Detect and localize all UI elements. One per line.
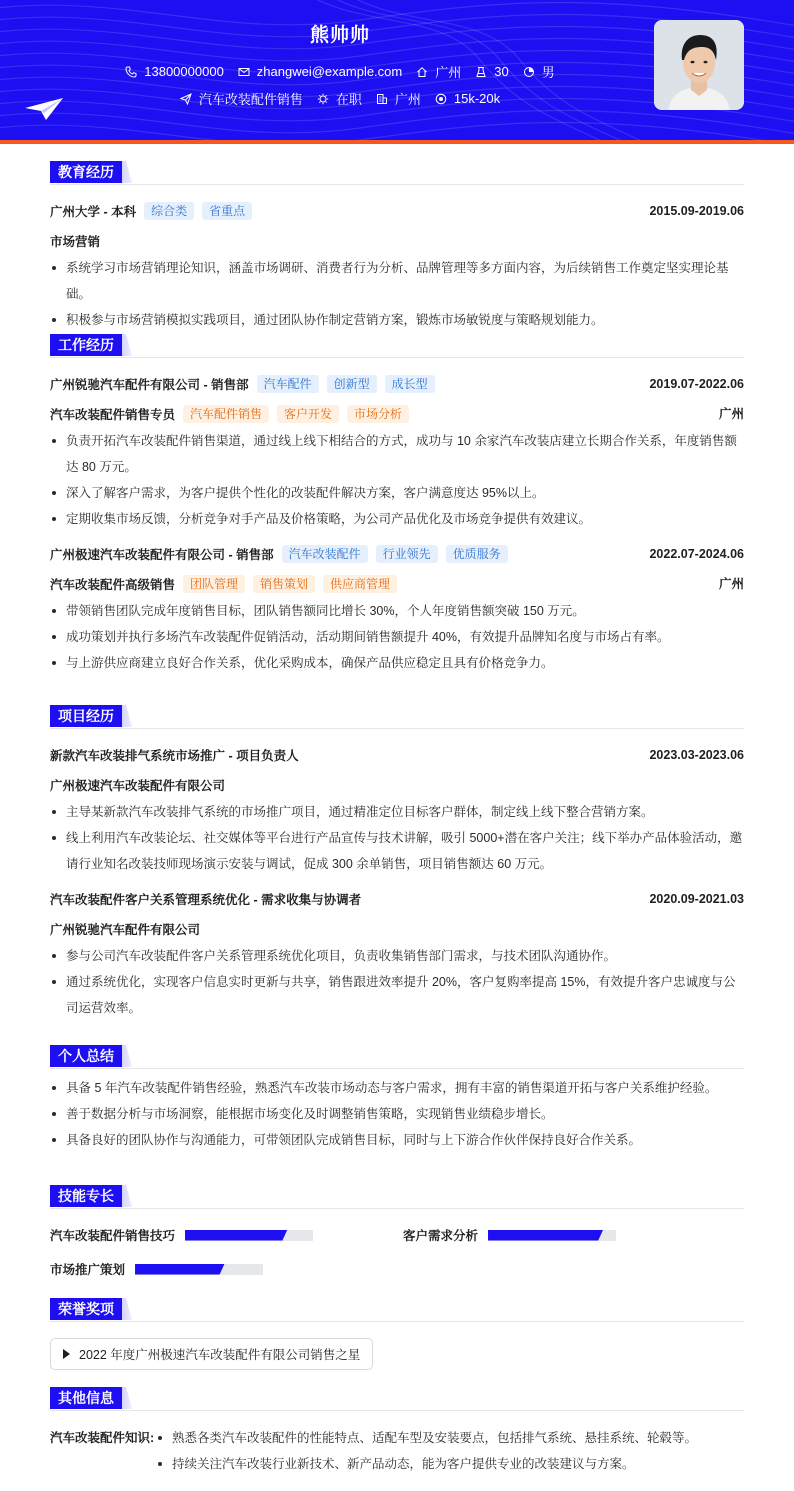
list-item: 成功策划并执行多场汽车改装配件促销活动，活动期间销售额提升 40%，有效提升品牌知名度与市场占有率。 (50, 624, 744, 650)
skill-item (50, 1226, 313, 1244)
job-position-row (50, 574, 744, 594)
job-position-row (50, 404, 744, 424)
age-icon (475, 66, 487, 78)
project-company-row (50, 775, 744, 795)
work-section (50, 334, 744, 676)
list-item: 通过系统优化，实现客户信息实时更新与共享，销售跟进效率提升 20%，客户复购率提高 15%，有效提升客户忠诚度与公司运营效率。 (50, 969, 744, 1021)
work-section-header (50, 334, 744, 358)
company-name: 广州锐驰汽车配件有限公司 - 销售部 (50, 378, 249, 392)
summary-section-title: 个人总结 (50, 1045, 122, 1067)
other-section-title: 其他信息 (50, 1387, 122, 1409)
award-item (50, 1338, 373, 1370)
education-section (50, 161, 744, 333)
skill-item (50, 1260, 263, 1278)
education-bullets (50, 255, 744, 333)
skill-name: 客户需求分析 (403, 1229, 479, 1243)
other-section-header (50, 1387, 744, 1411)
project-name: 汽车改装配件客户关系管理系统优化 - 需求收集与协调者 (50, 893, 362, 907)
summary-section-header (50, 1045, 744, 1069)
project-name-row (50, 889, 744, 909)
award-text: 2022 年度广州极速汽车改装配件有限公司销售之星 (79, 1348, 361, 1362)
phone-item (125, 64, 224, 79)
job-intent-row (0, 89, 680, 108)
list-item: 熟悉各类汽车改装配件的性能特点、适配车型及安装要点，包括排气系统、悬挂系统、轮毂等。 (156, 1425, 744, 1451)
skill-name: 汽车改装配件销售技巧 (50, 1229, 176, 1243)
projects-section-header (50, 705, 744, 729)
profile-photo (654, 20, 744, 110)
contact-row (0, 62, 680, 81)
company-tag: 成长型 (385, 375, 435, 393)
list-item: 深入了解客户需求，为客户提供个性化的改装配件解决方案，客户满意度达 95%以上。 (50, 480, 744, 506)
project-date: 2023.03-2023.06 (649, 748, 744, 762)
skill-bar (488, 1230, 616, 1241)
company-tag: 优质服务 (446, 545, 508, 563)
paper-plane-icon (24, 96, 64, 122)
major-name: 市场营销 (50, 235, 101, 249)
salary-item (435, 91, 500, 106)
project-company: 广州锐驰汽车配件有限公司 (50, 923, 201, 937)
education-major-row (50, 231, 744, 251)
skills-section (50, 1185, 744, 1285)
project-name: 新款汽车改装排气系统市场推广 - 项目负责人 (50, 749, 299, 763)
skills-section-title: 技能专长 (50, 1185, 122, 1207)
job-bullets (50, 428, 744, 532)
list-item: 与上游供应商建立良好合作关系，优化采购成本，确保产品供应稳定且具有价格竞争力。 (50, 650, 744, 676)
list-item: 线上利用汽车改装论坛、社交媒体等平台进行产品宣传与技术讲解，吸引 5000+潜在客户关注；线下举办产品体验活动，邀请行业知名改装技师现场演示安装与调试，促成 300 余单销售，项目销售额达 60 万元。 (50, 825, 744, 877)
list-item: 带领销售团队完成年度销售目标，团队销售额同比增长 30%，个人年度销售额突破 150 万元。 (50, 598, 744, 624)
education-date: 2015.09-2019.06 (649, 204, 744, 218)
project-date: 2020.09-2021.03 (649, 892, 744, 906)
list-item: 定期收集市场反馈，分析竞争对手产品及价格策略，为公司产品优化及市场竞争提供有效建议。 (50, 506, 744, 532)
awards-section-title: 荣誉奖项 (50, 1298, 122, 1320)
list-item: 积极参与市场营销模拟实践项目，通过团队协作制定营销方案，锻炼市场敏锐度与策略规划能力。 (50, 307, 744, 333)
job-company-row (50, 374, 744, 394)
resume-header (0, 0, 794, 140)
education-school-row (50, 201, 744, 221)
position-name: 汽车改装配件销售专员 (50, 408, 176, 422)
position-tag: 团队管理 (183, 575, 245, 593)
project-bullets (50, 799, 744, 877)
send-icon (180, 93, 192, 105)
list-item: 负责开拓汽车改装配件销售渠道，通过线上线下相结合的方式，成功与 10 余家汽车改装店建立长期合作关系，年度销售额达 80 万元。 (50, 428, 744, 480)
list-item: 持续关注汽车改装行业新技术、新产品动态，能为客户提供专业的改装建议与方案。 (156, 1451, 744, 1477)
work-section-title: 工作经历 (50, 334, 122, 356)
summary-bullets (50, 1075, 744, 1153)
school-tag: 综合类 (144, 202, 194, 220)
school-name: 广州大学 - 本科 (50, 205, 137, 219)
job-bullets (50, 598, 744, 676)
job-date: 2022.07-2024.06 (649, 547, 744, 561)
gender-item (523, 62, 555, 81)
skill-bar-fill (185, 1230, 287, 1241)
age-item (475, 64, 508, 79)
home-icon (416, 66, 428, 78)
company-tag: 行业领先 (376, 545, 438, 563)
projects-section (50, 705, 744, 1021)
avatar (654, 20, 744, 110)
project-name-row (50, 745, 744, 765)
phone-number: 13800000000 (144, 64, 224, 79)
skill-bar-fill (488, 1230, 603, 1241)
school-tag: 省重点 (202, 202, 252, 220)
triangle-right-icon (63, 1349, 70, 1359)
other-label: 汽车改装配件知识: (50, 1431, 155, 1445)
header-accent-bar (0, 140, 794, 144)
project-bullets (50, 943, 744, 1021)
position-tag: 市场分析 (347, 405, 409, 423)
gender-text: 男 (541, 65, 555, 80)
list-item: 具备良好的团队协作与沟通能力，可带领团队完成销售目标，同时与上下游合作伙伴保持良好合作关系。 (50, 1127, 744, 1153)
position-tag: 销售策划 (253, 575, 315, 593)
awards-section (50, 1298, 744, 1374)
education-section-title: 教育经历 (50, 161, 122, 183)
position-name: 汽车改装配件高级销售 (50, 578, 176, 592)
email-item (238, 64, 402, 79)
target-city-item (376, 89, 421, 108)
skill-name: 市场推广策划 (50, 1263, 126, 1277)
location-item (416, 62, 461, 81)
skill-bar-fill (135, 1264, 225, 1275)
project-company: 广州极速汽车改装配件有限公司 (50, 779, 226, 793)
list-item: 系统学习市场营销理论知识，涵盖市场调研、消费者行为分析、品牌管理等多方面内容，为后续销售工作奠定坚实理论基础。 (50, 255, 744, 307)
list-item: 善于数据分析与市场洞察，能根据市场变化及时调整销售策略，实现销售业绩稳步增长。 (50, 1101, 744, 1127)
list-item: 具备 5 年汽车改装配件销售经验，熟悉汽车改装市场动态与客户需求，拥有丰富的销售渠道开拓与客户关系维护经验。 (50, 1075, 744, 1101)
position-tag: 客户开发 (277, 405, 339, 423)
target-job-item (180, 89, 303, 108)
location-text: 广州 (435, 65, 462, 80)
age-text: 30 (494, 64, 509, 79)
status-item (317, 89, 362, 108)
job-company-row (50, 544, 744, 564)
company-name: 广州极速汽车改装配件有限公司 - 销售部 (50, 548, 274, 562)
status-text: 在职 (335, 92, 362, 107)
candidate-name: 熊帅帅 (309, 25, 370, 46)
awards-section-header (50, 1298, 744, 1322)
building-icon (376, 93, 388, 105)
skill-item (403, 1226, 616, 1244)
job-city: 广州 (718, 577, 744, 591)
position-tag: 汽车配件销售 (183, 405, 269, 423)
mail-icon (238, 66, 250, 78)
project-company-row (50, 919, 744, 939)
other-bullets (156, 1425, 744, 1477)
phone-icon (125, 66, 137, 78)
position-tag: 供应商管理 (323, 575, 397, 593)
status-icon (317, 93, 329, 105)
company-tag: 汽车配件 (257, 375, 319, 393)
job-city: 广州 (718, 407, 744, 421)
money-icon (435, 93, 447, 105)
job-date: 2019.07-2022.06 (649, 377, 744, 391)
target-job-text: 汽车改装配件销售 (198, 92, 303, 107)
target-city-text: 广州 (394, 92, 421, 107)
company-tag: 汽车改装配件 (282, 545, 368, 563)
email-address: zhangwei@example.com (256, 64, 403, 79)
salary-text: 15k-20k (453, 91, 501, 106)
other-section (50, 1387, 744, 1477)
projects-section-title: 项目经历 (50, 705, 122, 727)
company-tag: 创新型 (327, 375, 377, 393)
summary-section (50, 1045, 744, 1153)
education-section-header (50, 161, 744, 185)
gender-icon (523, 66, 535, 78)
skill-bar (135, 1264, 263, 1275)
list-item: 参与公司汽车改装配件客户关系管理系统优化项目，负责收集销售部门需求，与技术团队沟通协作。 (50, 943, 744, 969)
list-item: 主导某新款汽车改装排气系统的市场推广项目，通过精准定位目标客户群体，制定线上线下整合营销方案。 (50, 799, 744, 825)
skills-section-header (50, 1185, 744, 1209)
skill-bar (185, 1230, 313, 1241)
